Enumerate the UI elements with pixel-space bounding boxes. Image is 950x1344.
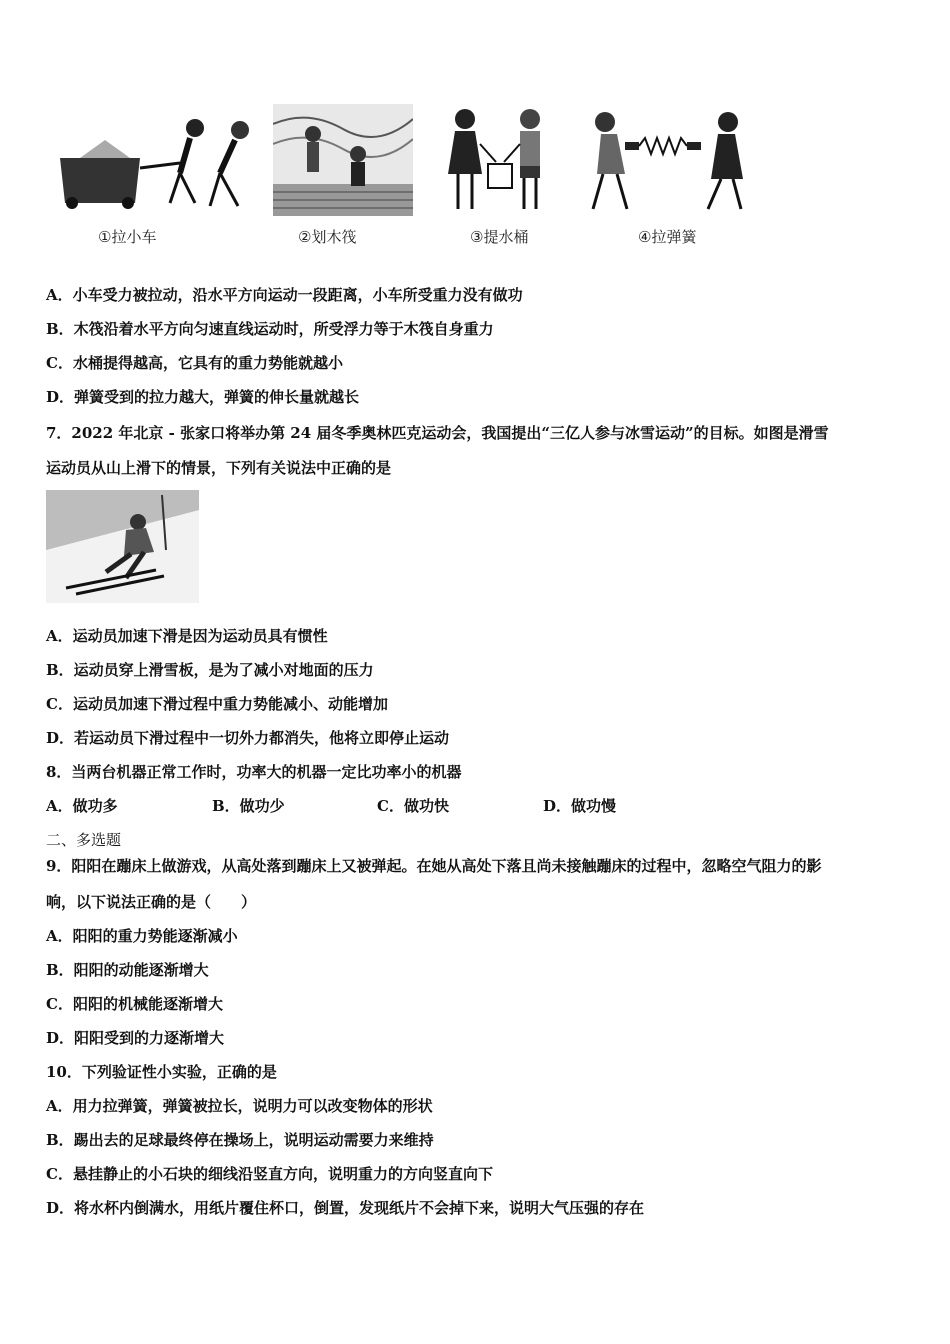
q10-option-d: D．将水杯内倒满水，用纸片覆住杯口，倒置，发现纸片不会掉下来，说明大气压强的存在 <box>46 1199 645 1217</box>
q10-option-c: C．悬挂静止的小石块的细线沿竖直方向，说明重力的方向竖直向下 <box>46 1165 493 1183</box>
q7-option-b: B．运动员穿上滑雪板，是为了减小对地面的压力 <box>46 661 374 679</box>
q8-option-c: C．做功快 <box>377 797 449 815</box>
q10-stem: 10．下列验证性小实验，正确的是 <box>46 1063 277 1081</box>
q7-stem-line1: 7．2022 年北京 - 张家口将举办第 24 届冬季奥林匹克运动会，我国提出“三亿人参与冰雪运动”的目标。如图是滑雪 <box>46 424 829 442</box>
q9-option-c: C．阳阳的机械能逐渐增大 <box>46 995 223 1013</box>
q10-option-a: A．用力拉弹簧，弹簧被拉长，说明力可以改变物体的形状 <box>46 1097 433 1115</box>
q7-option-c: C．运动员加速下滑过程中重力势能减小、动能增加 <box>46 695 388 713</box>
q7-stem-line2: 运动员从山上滑下的情景，下列有关说法中正确的是 <box>46 459 392 477</box>
figure-caption-4: ④拉弹簧 <box>638 228 697 246</box>
figure-raft <box>273 104 413 216</box>
figure-caption-2: ②划木筏 <box>298 228 357 246</box>
q6-option-b: B．木筏沿着水平方向匀速直线运动时，所受浮力等于木筏自身重力 <box>46 320 494 338</box>
q6-option-c: C．水桶提得越高，它具有的重力势能就越小 <box>46 354 343 372</box>
q8-option-b: B．做功少 <box>212 797 285 815</box>
figure-caption-3: ③提水桶 <box>470 228 529 246</box>
figure-caption-1: ①拉小车 <box>98 228 157 246</box>
figure-carry-bucket <box>430 104 560 216</box>
figure-pull-spring <box>583 104 748 216</box>
section-title: 二、多选题 <box>46 831 122 849</box>
q9-stem-line1: 9．阳阳在蹦床上做游戏，从高处落到蹦床上又被弹起。在她从高处下落且尚未接触蹦床的过程中，忽略空气阻力的影 <box>46 857 822 875</box>
q8-stem: 8．当两台机器正常工作时，功率大的机器一定比功率小的机器 <box>46 763 462 781</box>
q10-option-b: B．踢出去的足球最终停在操场上，说明运动需要力来维持 <box>46 1131 434 1149</box>
q9-stem-line2: 响，以下说法正确的是（ ） <box>46 893 257 911</box>
q9-option-a: A．阳阳的重力势能逐渐减小 <box>46 927 238 945</box>
q6-option-a: A．小车受力被拉动，沿水平方向运动一段距离，小车所受重力没有做功 <box>46 286 523 304</box>
figure-pull-cart <box>50 108 260 218</box>
q8-option-d: D．做功慢 <box>543 797 617 815</box>
q7-option-d: D．若运动员下滑过程中一切外力都消失，他将立即停止运动 <box>46 729 450 747</box>
q8-option-a: A．做功多 <box>46 797 118 815</box>
q9-option-d: D．阳阳受到的力逐渐增大 <box>46 1029 225 1047</box>
q6-option-d: D．弹簧受到的拉力越大，弹簧的伸长量就越长 <box>46 388 360 406</box>
q9-option-b: B．阳阳的动能逐渐增大 <box>46 961 209 979</box>
q7-option-a: A．运动员加速下滑是因为运动员具有惯性 <box>46 627 328 645</box>
skier-photo <box>46 490 199 603</box>
